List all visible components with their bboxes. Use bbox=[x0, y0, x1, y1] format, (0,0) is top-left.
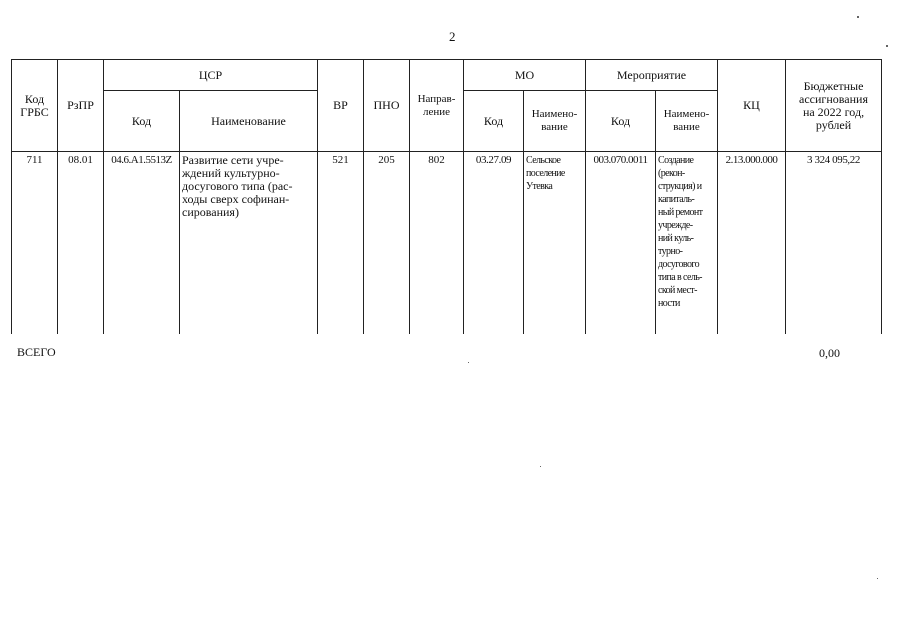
cell-vr: 521 bbox=[318, 152, 364, 334]
cell-mo-name: Сельское поселение Утевка bbox=[524, 152, 586, 334]
header-mo-kod: Код bbox=[464, 91, 524, 152]
table-row bbox=[12, 152, 882, 334]
header-pno: ПНО bbox=[364, 60, 410, 152]
cell-napravlenie: 802 bbox=[410, 152, 464, 334]
total-value: 0,00 bbox=[819, 346, 840, 360]
page-number: 2 bbox=[449, 29, 456, 44]
scan-speck bbox=[857, 16, 859, 18]
header-rzpr: РзПР bbox=[58, 60, 104, 152]
header-napravlenie: Направ- ление bbox=[410, 60, 464, 152]
cell-kc: 2.13.000.000 bbox=[718, 152, 786, 334]
scan-speck bbox=[877, 578, 878, 579]
cell-budget: 3 324 095,22 bbox=[786, 152, 882, 334]
header-kc: КЦ bbox=[718, 60, 786, 152]
cell-meropr-kod: 003.070.0011 bbox=[586, 152, 656, 334]
header-csr-name: Наименование bbox=[180, 91, 318, 152]
cell-csr-kod: 04.6.A1.5513Z bbox=[104, 152, 180, 334]
scan-speck bbox=[886, 45, 888, 47]
cell-kod-grbs: 711 bbox=[12, 152, 58, 334]
total-label: ВСЕГО bbox=[17, 345, 56, 359]
cell-csr-name: Развитие сети учре- ждений культурно- досугового типа (рас- ходы сверх софинан- сирования) bbox=[180, 152, 318, 334]
scan-speck bbox=[540, 466, 541, 467]
header-csr: ЦСР bbox=[104, 60, 318, 91]
cell-pno: 205 bbox=[364, 152, 410, 334]
header-meropr-kod: Код bbox=[586, 91, 656, 152]
header-kod-grbs: Код ГРБС bbox=[12, 60, 58, 152]
cell-rzpr: 08.01 bbox=[58, 152, 104, 334]
scan-speck bbox=[468, 362, 469, 363]
header-budget: Бюджетные ассигнования на 2022 год, рублей bbox=[786, 60, 882, 152]
cell-mo-kod: 03.27.09 bbox=[464, 152, 524, 334]
header-mo: МО bbox=[464, 60, 586, 91]
header-csr-kod: Код bbox=[104, 91, 180, 152]
cell-meropr-name: Создание (рекон- струкция) и капиталь- ный ремонт учрежде- ний куль- турно- досугового типа в сель- ской мест- ности bbox=[656, 152, 718, 334]
budget-table bbox=[11, 59, 882, 334]
header-meropriyatie: Мероприятие bbox=[586, 60, 718, 91]
header-mo-name: Наимено- вание bbox=[524, 91, 586, 152]
header-vr: ВР bbox=[318, 60, 364, 152]
header-meropr-name: Наимено- вание bbox=[656, 91, 718, 152]
